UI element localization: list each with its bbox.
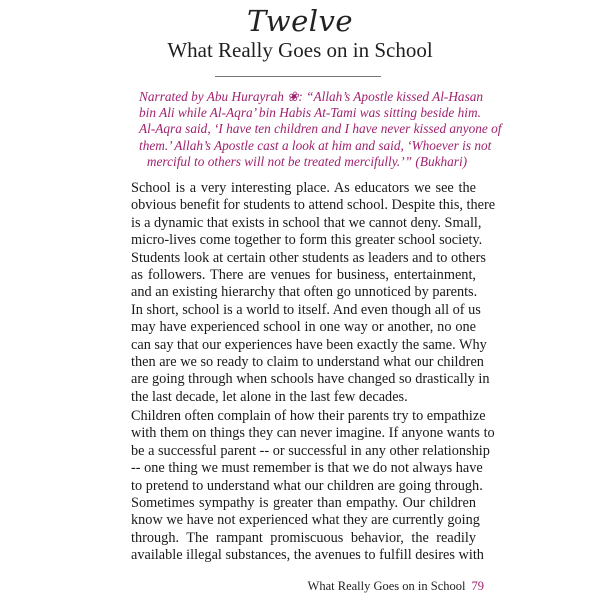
hadith-line: Narrated by Abu Hurayrah ❀: “Allah’s Apostle kissed Al-Hasan — [139, 89, 484, 104]
hadith-line: them.’ Allah’s Apostle cast a look at him and said, ‘Whoever is not — [139, 137, 492, 153]
paragraph-2 — [131, 408, 495, 565]
chapter-number: Twelve — [246, 4, 354, 38]
text-line: can say that our experiences have been exactly the same. Why — [131, 336, 487, 353]
text-line: may have experienced school in one way or another, no one — [131, 319, 476, 336]
hadith-line: Al-Aqra said, ‘I have ten children and I have never kissed anyone of — [139, 121, 502, 137]
text-line: be a successful parent -- or successful in any other relationship — [131, 442, 490, 459]
chapter-title: What Really Goes on in School — [167, 38, 433, 62]
text-line: Sometimes sympathy is greater than empathy. Our children — [131, 495, 476, 512]
text-line: is a dynamic that exists in school that we cannot deny. Small, — [131, 214, 482, 231]
text-line: Students look at certain other students as leaders and to others — [131, 249, 486, 266]
text-line: obvious benefit for students to attend school. Despite this, there — [131, 197, 496, 214]
text-line: are going through when schools have changed so drastically in — [131, 371, 490, 388]
text-line: through. The rampant promiscuous behavior, the readily — [131, 529, 476, 546]
text-line: micro-lives come together to form this greater school society. — [131, 232, 483, 249]
text-line: In short, school is a world to itself. And even though all of us — [131, 301, 481, 318]
text-line: and an existing hierarchy that often go unnoticed by parents. — [131, 284, 478, 301]
text-line: -- one thing we must remember is that we do not always have — [131, 460, 483, 477]
text-line: the last decade, let alone in the last few decades. — [131, 388, 408, 405]
text-line: to pretend to understand what our children are going through. — [131, 477, 483, 494]
running-title: What Really Goes on in School — [307, 579, 466, 593]
text-line: School is a very interesting place. As educators we see the — [131, 180, 476, 196]
text-line: Children often complain of how their parents try to empathize — [131, 408, 486, 424]
page-number: 79 — [471, 579, 484, 593]
text-line: available illegal substances, the avenues to fulfill desires with — [131, 547, 484, 564]
text-line: with them on things they can never imagine. If anyone wants to — [131, 425, 495, 442]
text-line: then are we so ready to claim to understand what our children — [131, 354, 484, 371]
title-divider — [215, 76, 381, 77]
text-line: as followers. There are venues for business, entertainment, — [131, 267, 476, 284]
paragraph-1 — [131, 180, 496, 406]
hadith-line: bin Ali while Al-Aqra’ bin Habis At-Tami was sitting beside him. — [139, 105, 481, 121]
page-footer — [0, 579, 484, 594]
text-line: know we have not experienced what they are currently going — [131, 512, 480, 529]
hadith-epigraph — [139, 89, 502, 170]
hadith-line: merciful to others will not be treated mercifully.’” (Bukhari) — [146, 153, 468, 169]
